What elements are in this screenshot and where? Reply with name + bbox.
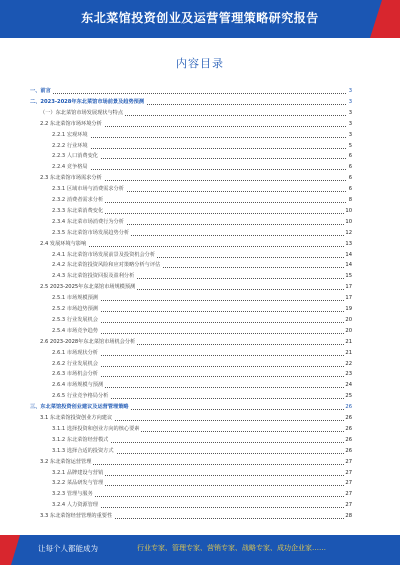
toc-entry-label: 2.6.4 市场规模与预测 xyxy=(52,382,104,389)
toc-entry[interactable] xyxy=(30,282,352,292)
toc-entry[interactable] xyxy=(30,457,352,467)
toc-entry-page: 17 xyxy=(345,284,352,291)
toc-entry-page: 28 xyxy=(345,513,352,520)
toc-entry[interactable] xyxy=(30,260,352,270)
toc-entry-label: 2.3.2 消费者需求分析 xyxy=(52,197,104,203)
toc-entry-label: 3.2.4 人力资源管理 xyxy=(52,502,98,509)
toc-entry[interactable] xyxy=(30,228,352,238)
toc-entry-page: 6 xyxy=(348,175,352,182)
report-title: 东北菜馆投资创业及运营管理策略研究报告 xyxy=(81,11,319,25)
toc-entry-label: 2.5.2 市场趋势预测 xyxy=(52,306,98,312)
footer-bar xyxy=(0,535,400,565)
footer-brand-text: 让每个人都能成为 xyxy=(38,544,98,553)
toc-entry-page: 21 xyxy=(345,338,352,345)
toc-entry-label: 2.5.4 市场竞争趋势 xyxy=(52,327,98,334)
toc-entry[interactable] xyxy=(30,478,352,488)
toc-entry[interactable] xyxy=(30,446,352,456)
toc-entry-page: 6 xyxy=(348,186,352,193)
toc-entry-page: 27 xyxy=(345,491,352,498)
toc-entry-label: 3.3 东北菜馆经营管理的重要性 xyxy=(40,513,113,520)
toc-leader-dots xyxy=(30,86,346,94)
toc-entry[interactable] xyxy=(30,380,352,390)
toc-entry[interactable] xyxy=(30,184,352,194)
toc-entry-label: 2.6.1 市场现状分析 xyxy=(52,349,98,356)
toc-entry[interactable] xyxy=(30,413,352,423)
toc-entry-page: 26 xyxy=(345,447,352,454)
toc-entry[interactable] xyxy=(30,293,352,303)
toc-entry-page: 26 xyxy=(345,436,352,443)
toc-entry-page: 19 xyxy=(345,306,352,312)
toc-entry-label: 2.2.4 竞争格局 xyxy=(52,164,88,171)
toc-entry-label: 2.4.2 东北菜馆投资风险和应对策略分析与评估 xyxy=(52,262,161,269)
toc-entry[interactable] xyxy=(30,173,352,183)
toc-entry-label: 2.4 发展环境与影响 xyxy=(40,240,87,247)
toc-entry[interactable] xyxy=(30,271,352,281)
toc-entry-page: 14 xyxy=(345,262,352,269)
toc-leader-dots xyxy=(52,130,346,138)
toc-entry-label: 2.3.1 区域市场与消费需求分析 xyxy=(52,186,124,193)
toc-entry-page: 10 xyxy=(345,218,352,225)
toc-entry[interactable] xyxy=(30,435,352,445)
toc-entry[interactable] xyxy=(30,424,352,434)
toc-leader-dots xyxy=(52,162,346,170)
toc-entry-label: 2.6.5 行业竞争格局分析 xyxy=(52,393,109,400)
toc-leader-dots xyxy=(52,141,346,149)
toc-entry[interactable] xyxy=(30,217,352,227)
toc-entry-page: 8 xyxy=(348,197,352,203)
toc-entry[interactable] xyxy=(30,119,352,129)
toc-entry[interactable] xyxy=(30,86,352,96)
toc-entry-page: 20 xyxy=(345,327,352,334)
toc-entry-label: 2.2.1 宏观环境 xyxy=(52,131,88,138)
toc-entry-label: 3.1 东北菜馆投资创业方向建议 xyxy=(40,415,113,421)
toc-entry-label: 2.3.4 东北菜市场消费行为分析 xyxy=(52,218,124,225)
toc-heading: 内容目录 xyxy=(176,57,224,70)
toc-entry-page: 27 xyxy=(345,480,352,487)
toc-entry-page: 25 xyxy=(345,393,352,400)
toc-entry[interactable] xyxy=(30,195,352,205)
toc-entry-label: 2.4.1 东北菜馆市场发展前景及投资机会分析 xyxy=(52,251,156,258)
toc-entry-label: （一）东北菜馆市场发展现状与特点 xyxy=(40,109,124,116)
toc-entry[interactable] xyxy=(30,337,352,347)
toc-entry-label: 2.2.3 人口消费变化 xyxy=(52,153,98,160)
toc-entry[interactable] xyxy=(30,108,352,118)
toc-entry-label: 2.2.2 行业环境 xyxy=(52,142,88,149)
toc-entry-label: 3.1.3 选择合适的投资方式 xyxy=(52,447,114,454)
toc-entry-label: 2.3.5 东北菜馆市场发展趋势分析 xyxy=(52,229,130,236)
toc-entry-page: 10 xyxy=(345,207,352,214)
toc-entry-page: 12 xyxy=(345,229,352,236)
toc-entry[interactable] xyxy=(30,500,352,510)
toc-entry-page: 3 xyxy=(348,131,352,138)
toc-entry[interactable] xyxy=(30,511,352,521)
toc-entry-page: 24 xyxy=(345,382,352,389)
toc-entry-page: 20 xyxy=(345,316,352,323)
toc-entry-page: 17 xyxy=(345,295,352,302)
header-bar xyxy=(0,0,400,38)
toc-entry-label: 2.4.3 东北菜馆投资回报及盈利分析 xyxy=(52,273,135,280)
toc-entry[interactable] xyxy=(30,250,352,260)
toc-entry[interactable] xyxy=(30,206,352,216)
toc-entry-label: 2.3.3 东北菜消费变化 xyxy=(52,207,104,214)
toc-entry[interactable] xyxy=(30,130,352,140)
toc-entry-label: 3.2.3 管理与服务 xyxy=(52,491,93,498)
toc-entry-label: 2.5.3 行业发展机会 xyxy=(52,316,98,323)
toc-entry-label: 2.6.2 行业发展机会 xyxy=(52,360,98,367)
toc-entry-label: 2.6 2023-2028年东北菜馆市场机会分析 xyxy=(40,338,136,345)
toc-entry[interactable] xyxy=(30,141,352,151)
toc-entry-label: 二、2023-2028年东北菜馆市场前景及趋势预测 xyxy=(30,98,145,105)
toc-entry-label: 2.2 东北菜馆市场环境分析 xyxy=(40,120,102,127)
toc-entry[interactable] xyxy=(30,468,352,478)
toc-entry-page: 26 xyxy=(345,415,352,421)
toc-entry-label: 3.2.1 品牌建设与营销 xyxy=(52,469,104,476)
toc-entry-label: 三、东北菜馆投资创业建议及运营管理策略 xyxy=(30,404,129,411)
toc-entry-page: 27 xyxy=(345,458,352,465)
toc-entry[interactable] xyxy=(30,151,352,161)
toc-entry[interactable] xyxy=(30,359,352,369)
toc-entry-page: 27 xyxy=(345,469,352,476)
toc-entry-page: 3 xyxy=(348,88,352,94)
toc-entry-page: 6 xyxy=(348,153,352,160)
toc-entry[interactable] xyxy=(30,369,352,379)
toc-entry-page: 27 xyxy=(345,502,352,509)
toc-entry[interactable] xyxy=(30,348,352,358)
toc-entry-page: 3 xyxy=(348,98,352,105)
toc-entry[interactable] xyxy=(30,391,352,401)
toc-entry-page: 23 xyxy=(345,371,352,378)
toc-entry[interactable] xyxy=(30,489,352,499)
toc-entry-page: 3 xyxy=(348,109,352,116)
toc-entry-page: 6 xyxy=(348,164,352,171)
toc-entry-label: 2.6.3 市场机会分析 xyxy=(52,371,98,378)
toc-entry[interactable] xyxy=(30,315,352,325)
toc-entry-page: 26 xyxy=(345,425,352,432)
toc-leader-dots xyxy=(52,489,346,497)
toc-entry[interactable] xyxy=(30,402,352,412)
toc-entry-label: 3.2.2 菜品研发与管理 xyxy=(52,480,104,487)
toc-entry[interactable] xyxy=(30,162,352,172)
footer-slogan: 行业专家、管理专家、营销专家、战略专家、成功企业家…… xyxy=(137,544,326,552)
toc-entry-label: 3.1.2 东北菜馆经营模式 xyxy=(52,436,109,443)
toc-entry-label: 2.5 2023-2025年东北菜馆市场规模预测 xyxy=(40,284,136,291)
toc-entry[interactable] xyxy=(30,239,352,249)
toc-entry-page: 26 xyxy=(345,404,352,411)
toc-entry[interactable] xyxy=(30,97,352,107)
toc-entry-label: 一、前言 xyxy=(30,88,51,94)
toc-entry[interactable] xyxy=(30,304,352,314)
toc-entry-page: 15 xyxy=(345,273,352,280)
toc-entry-page: 13 xyxy=(345,240,352,247)
toc-entry-page: 14 xyxy=(345,251,352,258)
toc-entry-label: 3.2 东北菜馆运营管理 xyxy=(40,458,92,465)
toc-entry-page: 3 xyxy=(348,120,352,127)
toc-entry-page: 21 xyxy=(345,349,352,356)
toc-entry-label: 2.5.1 市场规模预测 xyxy=(52,295,98,302)
toc-entry-page: 5 xyxy=(348,142,352,149)
toc-entry-label: 2.3 东北菜馆市场需求分析 xyxy=(40,175,102,182)
toc-entry[interactable] xyxy=(30,326,352,336)
toc-entry-page: 22 xyxy=(345,360,352,367)
toc-entry-label: 3.1.1 选择投资和创业方向的核心要素 xyxy=(52,425,140,432)
